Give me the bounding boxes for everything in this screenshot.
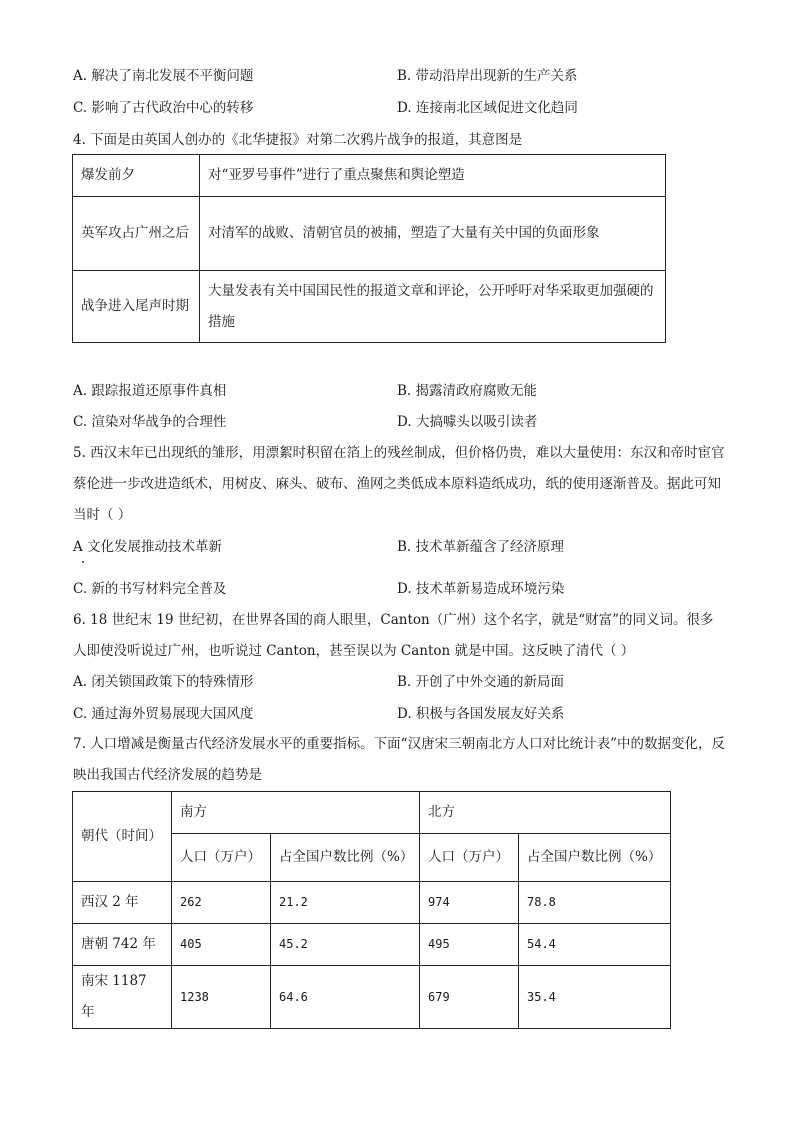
q6-option-d[interactable]: D. 积极与各国发展友好关系 [397, 706, 565, 722]
q5-option-a[interactable]: A 文化发展推动技术革新 [73, 539, 223, 555]
q7-cell: 495 [420, 924, 519, 966]
q7-cell: 405 [172, 924, 271, 966]
q4-option-a[interactable]: A. 跟踪报道还原事件真相 [73, 383, 227, 399]
q4-content-cell: 对清军的战败、清朝官员的被捕，塑造了大量有关中国的负面形象 [200, 197, 666, 271]
q7-cell: 974 [420, 882, 519, 924]
q4-period-cell: 爆发前夕 [73, 155, 200, 197]
q6-option-c[interactable]: C. 通过海外贸易展现大国风度 [73, 706, 254, 722]
q7-cell: 262 [172, 882, 271, 924]
q6-option-b[interactable]: B. 开创了中外交通的新局面 [397, 674, 565, 690]
q5-option-d[interactable]: D. 技术革新易造成环境污染 [397, 581, 565, 597]
q4-option-c[interactable]: C. 渲染对华战争的合理性 [73, 414, 227, 430]
q7-cell: 54.4 [519, 924, 671, 966]
q7-cell: 64.6 [271, 966, 420, 1029]
q7-cell: 78.8 [519, 882, 671, 924]
q7-north-header: 北方 [420, 792, 671, 834]
q7-north-ratio-header: 占全国户数比例（%） [519, 834, 671, 882]
table-row [73, 924, 671, 966]
q7-south-ratio-header: 占全国户数比例（%） [271, 834, 420, 882]
table-row [73, 155, 666, 197]
q7-south-header: 南方 [172, 792, 420, 834]
q4-period-cell: 英军攻占广州之后 [73, 197, 200, 271]
q3-option-b[interactable]: B. 带动沿岸出现新的生产关系 [397, 68, 578, 84]
table-row [73, 966, 671, 1029]
q5-stem: 5. 西汉末年已出现纸的雏形，用漂絮时积留在箔上的残丝制成，但价格仍贵，难以大量使用：东汉和帝时宦官蔡伦进一步改进造纸术，用树皮、麻头、破布、渔网之类低成本原料造纸成功，纸的使用逐渐普及。据此可知当时（ ） [73, 445, 725, 523]
table-row [73, 792, 671, 834]
table-row [73, 271, 666, 343]
q7-cell: 1238 [172, 966, 271, 1029]
table-row [73, 197, 666, 271]
q7-dynasty-cell: 南宋 1187 年 [73, 966, 172, 1029]
q7-north-pop-header: 人口（万户） [420, 834, 519, 882]
q7-cell: 21.2 [271, 882, 420, 924]
q4-content-cell: 对“亚罗号事件”进行了重点聚焦和舆论塑造 [200, 155, 666, 197]
q7-dynasty-cell: 唐朝 742 年 [73, 924, 172, 966]
q4-period-cell: 战争进入尾声时期 [73, 271, 200, 343]
q4-stem: 4. 下面是由英国人创办的《北华捷报》对第二次鸦片战争的报道，其意图是 [73, 132, 523, 148]
q7-cell: 679 [420, 966, 519, 1029]
table-row [73, 882, 671, 924]
q6-option-a[interactable]: A. 闭关锁国政策下的特殊情形 [73, 674, 254, 690]
q7-population-table [72, 791, 671, 1029]
q7-cell: 45.2 [271, 924, 420, 966]
stray-dot [82, 561, 84, 563]
q7-dynasty-header: 朝代（时间） [73, 792, 172, 882]
q3-option-d[interactable]: D. 连接南北区域促进文化趋同 [397, 100, 578, 116]
q3-option-a[interactable]: A. 解决了南北发展不平衡问题 [73, 68, 254, 84]
q7-cell: 35.4 [519, 966, 671, 1029]
q7-dynasty-cell: 西汉 2 年 [73, 882, 172, 924]
q5-option-b[interactable]: B. 技术革新蕴含了经济原理 [397, 539, 565, 555]
q3-option-c[interactable]: C. 影响了古代政治中心的转移 [73, 100, 254, 116]
q4-option-b[interactable]: B. 揭露清政府腐败无能 [397, 383, 538, 399]
q4-table [72, 154, 666, 343]
q7-stem: 7. 人口增减是衡量古代经济发展水平的重要指标。下面“汉唐宋三朝南北方人口对比统计表”中的数据变化，反映出我国古代经济发展的趋势是 [73, 736, 725, 783]
q5-option-c[interactable]: C. 新的书写材料完全普及 [73, 581, 227, 597]
q4-option-d[interactable]: D. 大搞噱头以吸引读者 [397, 414, 538, 430]
q7-south-pop-header: 人口（万户） [172, 834, 271, 882]
q4-content-cell: 大量发表有关中国国民性的报道文章和评论，公开呼吁对华采取更加强硬的措施 [200, 271, 666, 343]
q6-stem: 6. 18 世纪末 19 世纪初，在世界各国的商人眼里，Canton（广州）这个名字，就是“财富”的同义词。很多人即使没听说过广州，也听说过 Canton，甚至误以为 Canton 就是中国。这反映了清代（ ） [73, 612, 714, 659]
